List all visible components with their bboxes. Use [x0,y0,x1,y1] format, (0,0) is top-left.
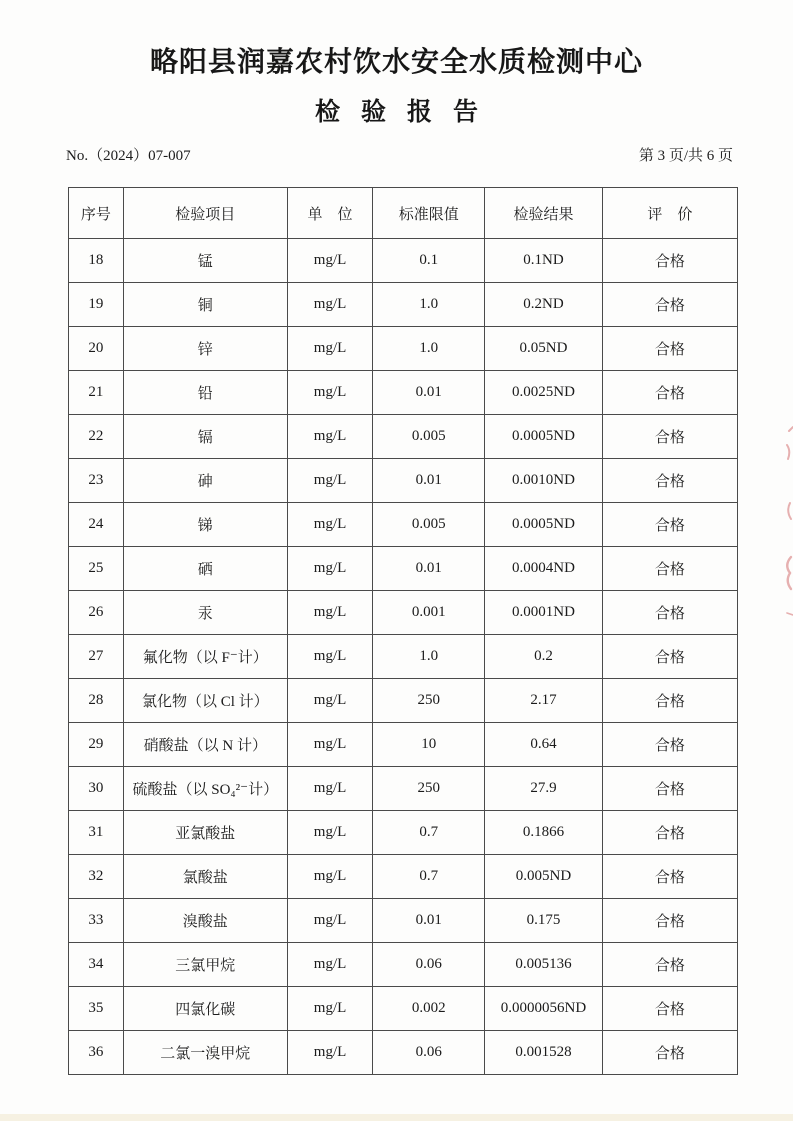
cell-unit: mg/L [287,283,373,327]
cell-unit: mg/L [287,327,373,371]
table-row [69,767,738,811]
cell-item: 锰 [123,239,287,283]
table-row [69,943,738,987]
cell-limit: 0.01 [373,371,485,415]
cell-serial-no: 27 [69,635,124,679]
results-table [68,187,738,1075]
cell-item: 亚氯酸盐 [123,811,287,855]
cell-item: 硫酸盐（以 SO₄²⁻计） [123,767,287,811]
table-header-row [69,188,738,239]
cell-limit: 1.0 [373,283,485,327]
cell-unit: mg/L [287,723,373,767]
cell-limit: 1.0 [373,327,485,371]
cell-evaluation: 合格 [602,767,737,811]
cell-item: 硝酸盐（以 N 计） [123,723,287,767]
cell-evaluation: 合格 [602,239,737,283]
cell-evaluation: 合格 [602,1031,737,1075]
cell-item: 二氯一溴甲烷 [123,1031,287,1075]
cell-item: 砷 [123,459,287,503]
cell-result: 0.2ND [485,283,603,327]
cell-limit: 0.001 [373,591,485,635]
cell-unit: mg/L [287,899,373,943]
cell-limit: 0.01 [373,899,485,943]
cell-item: 溴酸盐 [123,899,287,943]
cell-serial-no: 30 [69,767,124,811]
cell-evaluation: 合格 [602,503,737,547]
cell-unit: mg/L [287,943,373,987]
cell-item: 汞 [123,591,287,635]
cell-evaluation: 合格 [602,855,737,899]
cell-serial-no: 29 [69,723,124,767]
cell-unit: mg/L [287,459,373,503]
column-header: 单 位 [287,188,373,239]
cell-unit: mg/L [287,987,373,1031]
cell-result: 0.005136 [485,943,603,987]
cell-result: 0.001528 [485,1031,603,1075]
cell-evaluation: 合格 [602,415,737,459]
table-row [69,987,738,1031]
cell-result: 0.0005ND [485,415,603,459]
cell-limit: 1.0 [373,635,485,679]
cell-unit: mg/L [287,679,373,723]
report-subtitle: 检验报告 [314,98,499,126]
cell-result: 27.9 [485,767,603,811]
table-row [69,591,738,635]
cell-serial-no: 34 [69,943,124,987]
cell-result: 0.2 [485,635,603,679]
results-table-body [69,239,738,1075]
cell-result: 0.005ND [485,855,603,899]
cell-serial-no: 21 [69,371,124,415]
table-row [69,371,738,415]
cell-result: 0.05ND [485,327,603,371]
cell-limit: 10 [373,723,485,767]
table-row [69,635,738,679]
cell-unit: mg/L [287,635,373,679]
cell-result: 0.0005ND [485,503,603,547]
cell-limit: 0.7 [373,855,485,899]
table-row [69,679,738,723]
cell-serial-no: 36 [69,1031,124,1075]
cell-evaluation: 合格 [602,723,737,767]
cell-serial-no: 35 [69,987,124,1031]
cell-unit: mg/L [287,415,373,459]
cell-serial-no: 24 [69,503,124,547]
table-row [69,855,738,899]
cell-unit: mg/L [287,767,373,811]
table-row [69,283,738,327]
table-row [69,723,738,767]
cell-serial-no: 23 [69,459,124,503]
cell-unit: mg/L [287,855,373,899]
cell-serial-no: 33 [69,899,124,943]
cell-item: 锌 [123,327,287,371]
table-row [69,239,738,283]
cell-result: 0.1ND [485,239,603,283]
cell-limit: 0.005 [373,415,485,459]
cell-unit: mg/L [287,371,373,415]
cell-item: 四氯化碳 [123,987,287,1031]
cell-item: 氟化物（以 F⁻计） [123,635,287,679]
cell-limit: 250 [373,679,485,723]
cell-result: 0.175 [485,899,603,943]
cell-item: 氯化物（以 Cl 计） [123,679,287,723]
cell-evaluation: 合格 [602,943,737,987]
cell-limit: 0.1 [373,239,485,283]
report-meta-row [66,144,733,165]
cell-serial-no: 25 [69,547,124,591]
cell-serial-no: 18 [69,239,124,283]
cell-result: 0.0000056ND [485,987,603,1031]
page-indicator: 第 3 页/共 6 页 [638,148,733,164]
scan-edge-artifact [0,1114,793,1121]
cell-item: 铜 [123,283,287,327]
cell-evaluation: 合格 [602,811,737,855]
cell-unit: mg/L [287,503,373,547]
table-row [69,327,738,371]
table-row [69,811,738,855]
cell-evaluation: 合格 [602,371,737,415]
cell-serial-no: 22 [69,415,124,459]
column-header: 检验项目 [123,188,287,239]
table-row [69,547,738,591]
cell-limit: 0.7 [373,811,485,855]
cell-evaluation: 合格 [602,459,737,503]
table-row [69,503,738,547]
column-header: 评 价 [602,188,737,239]
cell-result: 0.0025ND [485,371,603,415]
cell-evaluation: 合格 [602,591,737,635]
column-header: 检验结果 [485,188,603,239]
cell-result: 0.64 [485,723,603,767]
cell-item: 氯酸盐 [123,855,287,899]
cell-result: 2.17 [485,679,603,723]
cell-item: 硒 [123,547,287,591]
cell-result: 0.1866 [485,811,603,855]
cell-item: 铅 [123,371,287,415]
cell-serial-no: 28 [69,679,124,723]
cell-result: 0.0010ND [485,459,603,503]
cell-evaluation: 合格 [602,283,737,327]
column-header: 序号 [69,188,124,239]
cell-evaluation: 合格 [602,547,737,591]
cell-serial-no: 19 [69,283,124,327]
column-header: 标准限值 [373,188,485,239]
table-row [69,1031,738,1075]
cell-limit: 0.002 [373,987,485,1031]
report-number: No.（2024）07-007 [66,148,191,164]
cell-unit: mg/L [287,591,373,635]
cell-item: 锑 [123,503,287,547]
cell-result: 0.0004ND [485,547,603,591]
table-row [69,415,738,459]
cell-unit: mg/L [287,811,373,855]
table-row [69,899,738,943]
cell-limit: 0.01 [373,547,485,591]
red-ink-mark [775,425,793,625]
cell-evaluation: 合格 [602,327,737,371]
cell-unit: mg/L [287,547,373,591]
cell-serial-no: 26 [69,591,124,635]
cell-serial-no: 32 [69,855,124,899]
cell-limit: 250 [373,767,485,811]
table-row [69,459,738,503]
cell-evaluation: 合格 [602,987,737,1031]
cell-limit: 0.005 [373,503,485,547]
cell-limit: 0.06 [373,943,485,987]
cell-unit: mg/L [287,1031,373,1075]
cell-serial-no: 20 [69,327,124,371]
cell-unit: mg/L [287,239,373,283]
cell-evaluation: 合格 [602,899,737,943]
cell-item: 三氯甲烷 [123,943,287,987]
page-title: 略阳县润嘉农村饮水安全水质检测中心 [149,46,643,77]
cell-evaluation: 合格 [602,635,737,679]
cell-serial-no: 31 [69,811,124,855]
cell-result: 0.0001ND [485,591,603,635]
cell-limit: 0.01 [373,459,485,503]
cell-limit: 0.06 [373,1031,485,1075]
cell-evaluation: 合格 [602,679,737,723]
cell-item: 镉 [123,415,287,459]
